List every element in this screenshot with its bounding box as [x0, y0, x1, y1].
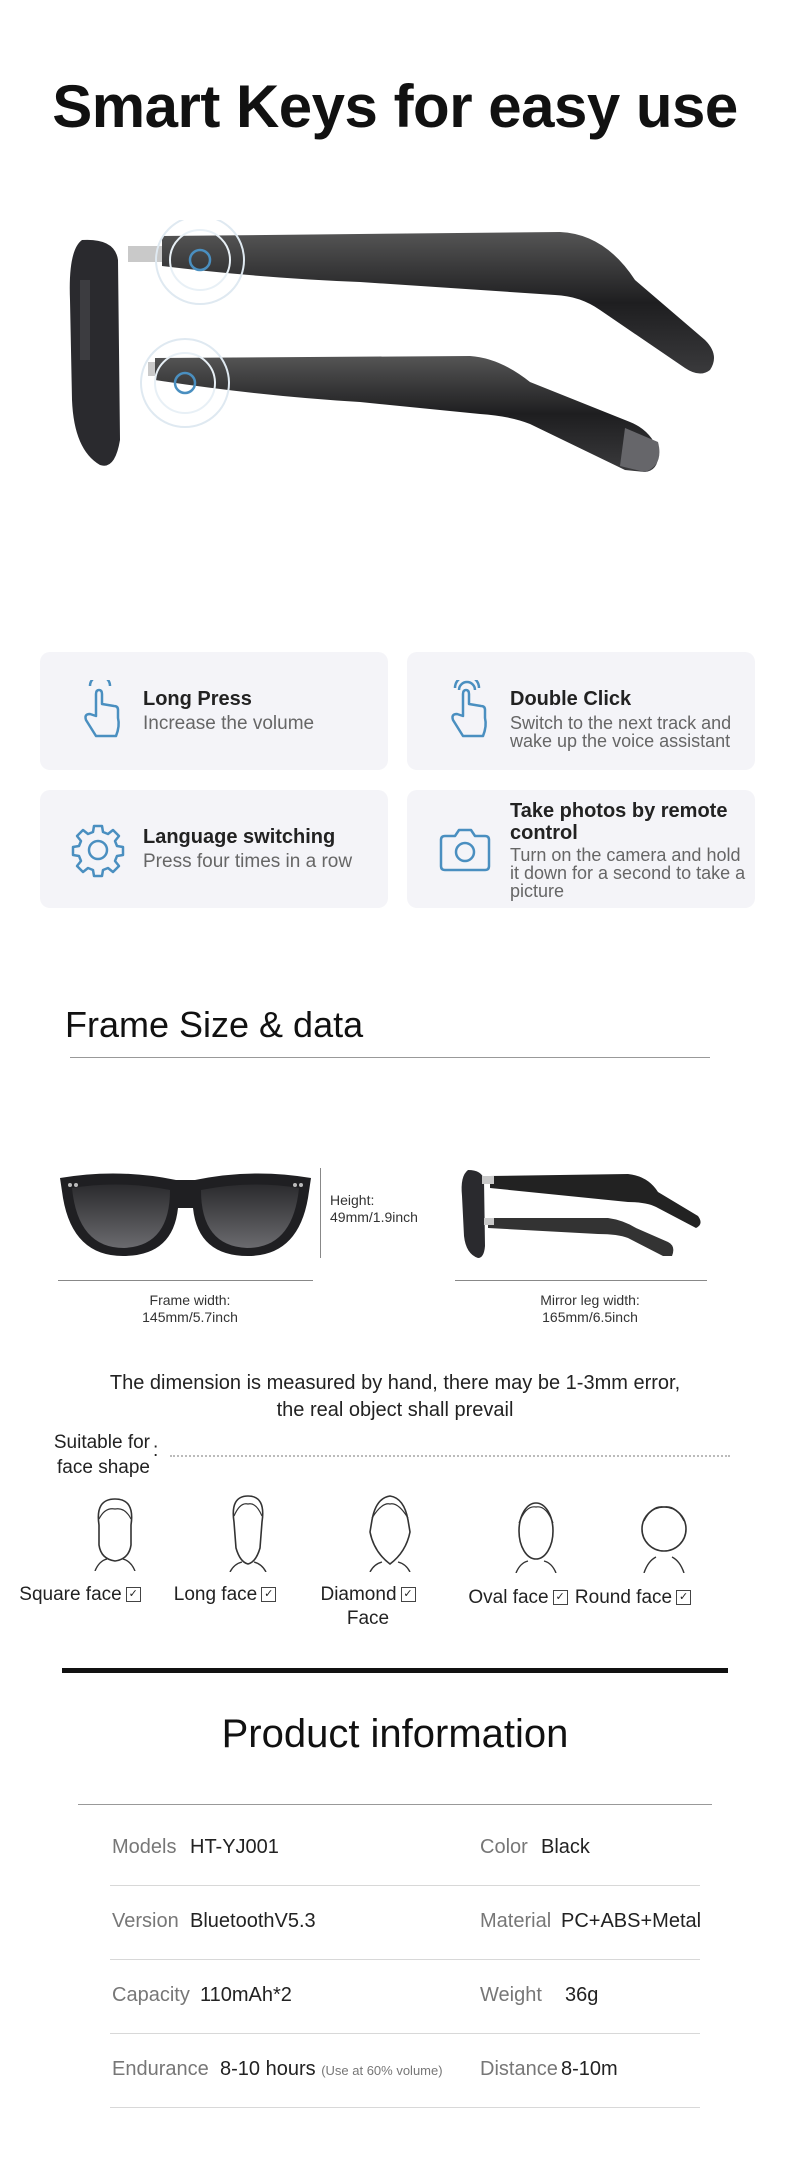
- endurance-note: (Use at 60% volume): [321, 2063, 443, 2078]
- info-label: Endurance: [112, 2058, 209, 2080]
- info-value: [220, 2058, 443, 2081]
- round-face-icon: [634, 1495, 694, 1573]
- face-label-round: [568, 1586, 698, 1610]
- feature-desc: Switch to the next track and wake up the voice assistant: [510, 713, 732, 751]
- info-value: HT-YJ001: [190, 1836, 279, 1858]
- info-label: Version: [112, 1910, 179, 1932]
- frame-section-title: Frame Size & data: [65, 1004, 364, 1045]
- product-section-title: Product information: [221, 1712, 569, 1756]
- feature-card-long-press: [40, 652, 388, 770]
- oval-face-icon: [506, 1495, 566, 1573]
- endurance-value: 8-10 hours: [220, 2058, 316, 2080]
- info-label: Models: [112, 1836, 177, 1858]
- info-label: Material: [480, 1910, 552, 1932]
- suitable-dotted-line: [170, 1455, 730, 1457]
- info-row: [110, 1886, 700, 1960]
- feature-desc: Turn on the camera and hold it down for a second to take a picture: [510, 845, 746, 901]
- face-label-text: Square face: [19, 1584, 122, 1605]
- info-row: [110, 1812, 700, 1886]
- feature-title: Double Click: [510, 688, 632, 710]
- suitable-colon: :: [153, 1440, 159, 1461]
- square-face-icon: [85, 1495, 145, 1571]
- glasses-front-illustration: [58, 1168, 313, 1268]
- checkbox-icon: ✓: [261, 1587, 276, 1602]
- height-value: 49mm/1.9inch: [330, 1209, 418, 1225]
- feature-title: Long Press: [143, 688, 252, 710]
- face-label-text: Round face: [574, 1587, 673, 1608]
- frame-width-value: 145mm/5.7inch: [142, 1309, 238, 1325]
- mirror-leg-width-line: [455, 1280, 707, 1281]
- face-label-diamond: [308, 1583, 428, 1631]
- info-label: Capacity: [112, 1984, 190, 2006]
- face-label-text: Long face: [173, 1584, 258, 1605]
- checkbox-icon: ✓: [676, 1590, 691, 1605]
- product-section-thick-divider: [62, 1668, 728, 1673]
- suitable-label-line1: Suitable for: [53, 1432, 150, 1453]
- checkbox-icon: ✓: [126, 1587, 141, 1602]
- face-label-text: Diamond: [320, 1584, 397, 1605]
- frame-title-divider: [70, 1057, 710, 1058]
- frame-width-label: [110, 1292, 270, 1326]
- info-value: 110mAh*2: [200, 1984, 292, 2006]
- info-label: Weight: [480, 1984, 542, 2006]
- face-label-square: [10, 1583, 150, 1607]
- long-face-icon: [218, 1492, 278, 1572]
- glasses-side-illustration: [60, 220, 760, 500]
- touch-finger-icon: [68, 680, 128, 744]
- checkbox-icon: ✓: [553, 1590, 568, 1605]
- suitable-label-line2: face shape: [57, 1457, 150, 1478]
- product-title-divider: [78, 1804, 712, 1805]
- height-label-text: Height:: [330, 1192, 375, 1208]
- checkbox-icon: ✓: [401, 1587, 416, 1602]
- face-label-text-line2: Face: [346, 1608, 390, 1629]
- feature-title: Take photos by remote control: [510, 800, 728, 844]
- face-label-long: [160, 1583, 290, 1607]
- mirror-leg-value: 165mm/6.5inch: [542, 1309, 638, 1325]
- info-value: 8-10m: [561, 2058, 618, 2080]
- glasses-side-small-illustration: [458, 1166, 708, 1266]
- suitable-face-label: [30, 1430, 150, 1480]
- height-label: [330, 1192, 418, 1226]
- feature-card-remote-photo: [407, 790, 755, 908]
- face-label-oval: [458, 1586, 578, 1610]
- feature-desc: Increase the volume: [143, 713, 315, 734]
- hero-title: Smart Keys for easy use: [52, 73, 738, 140]
- feature-card-language: [40, 790, 388, 908]
- dimension-note: The dimension is measured by hand, there may be 1-3mm error, the real object shall prevail: [109, 1372, 681, 1421]
- height-dimension-line: [320, 1168, 321, 1258]
- touch-finger-icon: [435, 680, 495, 744]
- gear-icon: [68, 818, 128, 882]
- feature-desc: Press four times in a row: [143, 851, 353, 872]
- info-value: PC+ABS+Metal: [561, 1910, 702, 1932]
- info-value: Black: [541, 1836, 590, 1858]
- info-row: [110, 2034, 700, 2108]
- info-label: Color: [480, 1836, 528, 1858]
- feature-title: Language switching: [143, 826, 336, 848]
- frame-width-line: [58, 1280, 313, 1281]
- camera-icon: [435, 818, 495, 882]
- info-value: 36g: [565, 1984, 599, 2006]
- mirror-leg-label: [510, 1292, 670, 1326]
- feature-card-double-click: [407, 652, 755, 770]
- mirror-leg-label-text: Mirror leg width:: [540, 1292, 640, 1308]
- info-label: Distance: [480, 2058, 558, 2080]
- diamond-face-icon: [358, 1492, 422, 1572]
- info-row: [110, 1960, 700, 2034]
- face-label-text: Oval face: [468, 1587, 549, 1608]
- frame-width-label-text: Frame width:: [149, 1292, 231, 1308]
- info-value: BluetoothV5.3: [190, 1910, 316, 1932]
